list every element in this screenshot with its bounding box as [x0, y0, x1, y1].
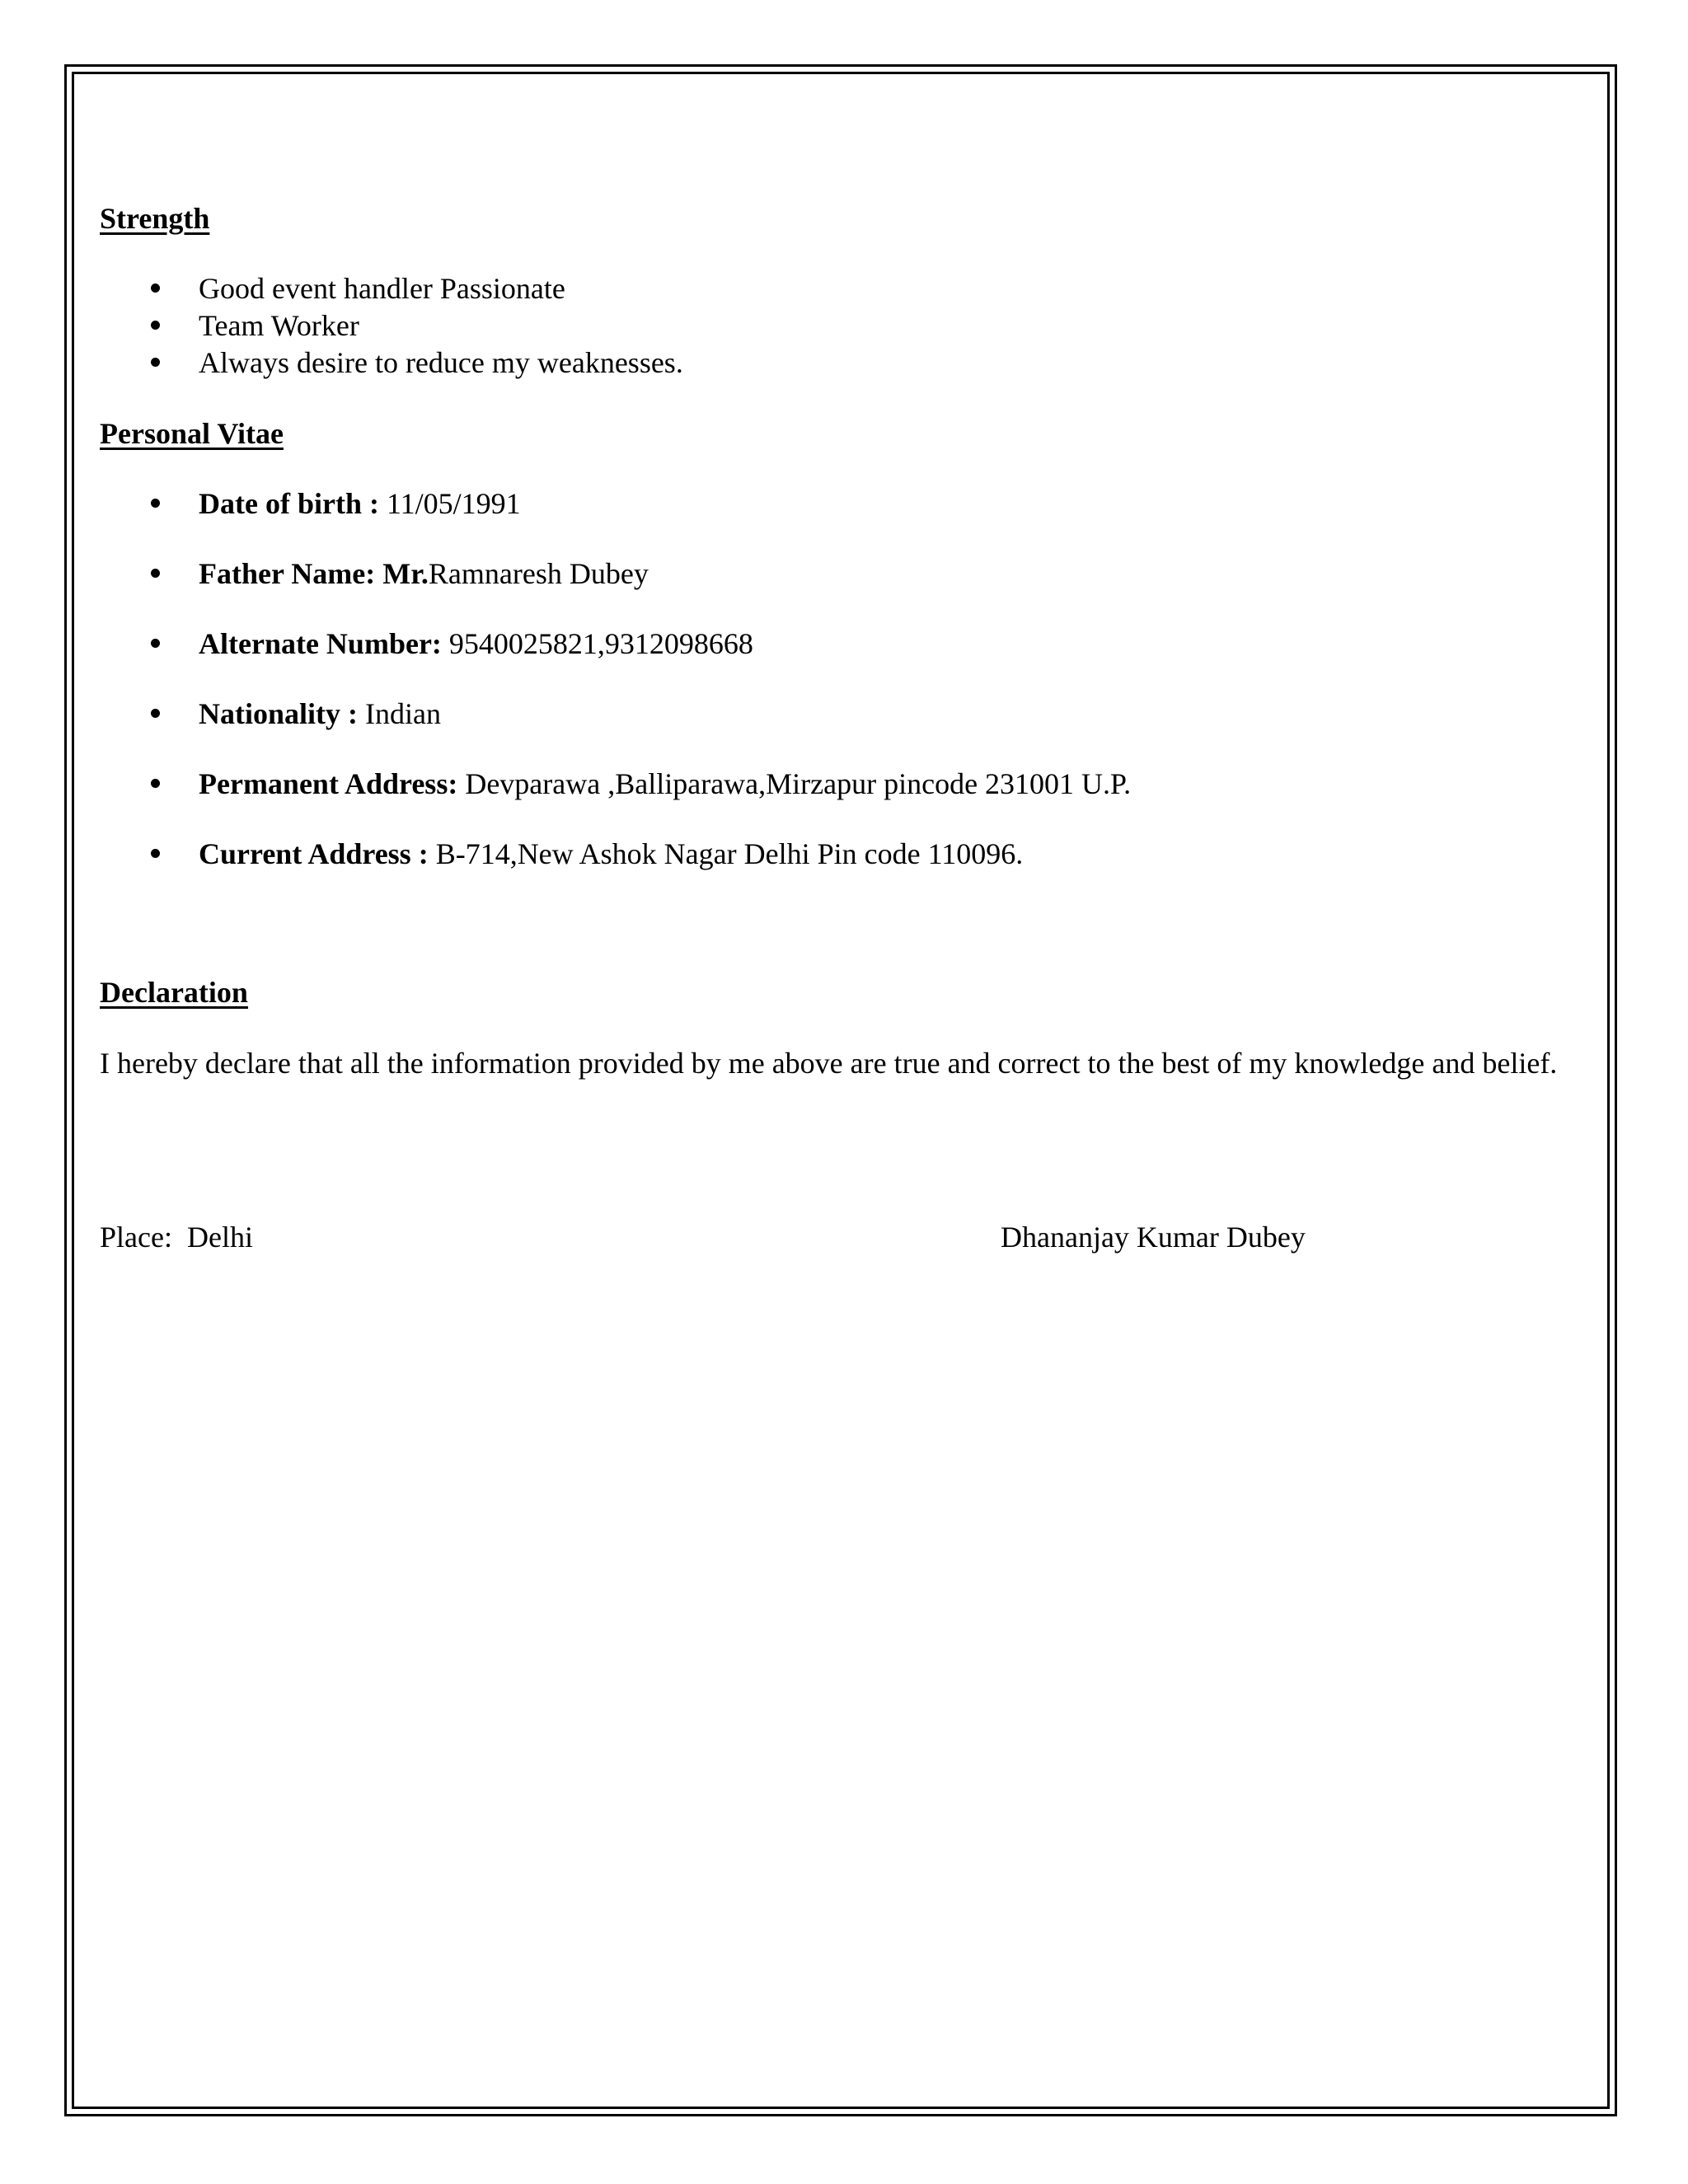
bullet-icon — [151, 709, 160, 718]
strength-list — [100, 270, 683, 382]
strength-item-text: Always desire to reduce my weaknesses. — [199, 346, 683, 379]
declaration-text: I hereby declare that all the information provided by me above are true and correct to the best of my knowledge and belief. — [100, 1047, 1558, 1080]
father-name-label: Father Name: Mr. — [199, 557, 429, 590]
bullet-icon — [151, 849, 160, 858]
father-name-value: Ramnaresh Dubey — [428, 557, 649, 590]
permanent-address-label: Permanent Address: — [199, 767, 458, 800]
declaration-heading: Declaration — [100, 976, 248, 1009]
list-item — [100, 696, 1131, 766]
list-item — [100, 307, 683, 344]
bullet-icon — [151, 284, 160, 293]
bullet-icon — [151, 358, 160, 367]
list-item — [100, 270, 683, 307]
nationality-label: Nationality : — [199, 697, 358, 730]
alternate-number-label: Alternate Number: — [199, 627, 442, 660]
strength-item-text: Good event handler Passionate — [199, 272, 565, 305]
date-of-birth-value: 11/05/1991 — [378, 487, 521, 520]
list-item — [100, 344, 683, 382]
bullet-icon — [151, 321, 160, 330]
nationality-value: Indian — [358, 697, 441, 730]
alternate-number-value: 9540025821,9312098668 — [441, 627, 753, 660]
bullet-icon — [151, 779, 160, 788]
date-of-birth-label: Date of birth : — [199, 487, 379, 520]
strength-heading: Strength — [100, 202, 210, 235]
bullet-icon — [151, 569, 160, 578]
signature-name: Dhananjay Kumar Dubey — [1001, 1221, 1306, 1254]
list-item — [100, 836, 1131, 906]
list-item — [100, 485, 1131, 555]
strength-item-text: Team Worker — [199, 309, 359, 342]
list-item — [100, 766, 1131, 836]
list-item — [100, 626, 1131, 696]
personal-vitae-list — [100, 485, 1131, 906]
bullet-icon — [151, 639, 160, 648]
list-item — [100, 555, 1131, 626]
permanent-address-value: Devparawa ,Balliparawa,Mirzapur pincode 231001 U.P. — [457, 767, 1132, 800]
place-text: Place: Delhi — [100, 1221, 253, 1254]
current-address-label: Current Address : — [199, 837, 429, 870]
bullet-icon — [151, 499, 160, 508]
personal-vitae-heading: Personal Vitae — [100, 417, 284, 450]
current-address-value: B-714,New Ashok Nagar Delhi Pin code 110096. — [428, 837, 1024, 870]
